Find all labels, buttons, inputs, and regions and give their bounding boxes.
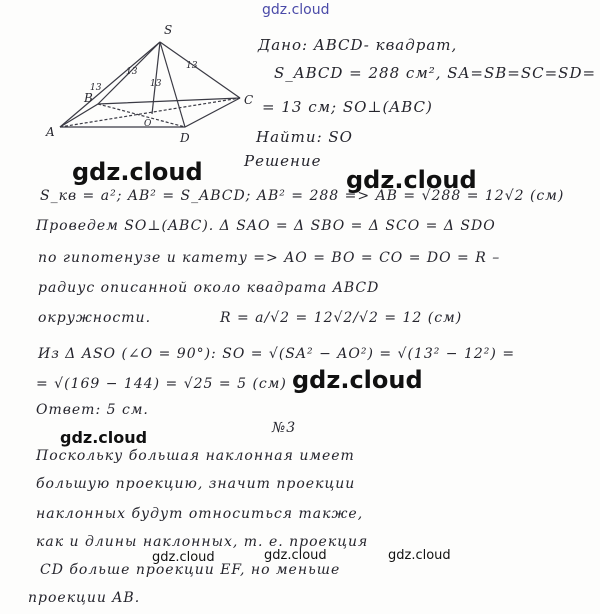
watermark-7: gdz.cloud bbox=[388, 548, 451, 563]
solution-line-6: Из Δ ASO (∠O = 90°): SO = √(SA² − AO²) = √(13² − 12²) = bbox=[38, 346, 516, 362]
task-number: №3 bbox=[272, 420, 297, 436]
label-edge-3: 13 bbox=[150, 79, 162, 89]
label-b: B bbox=[84, 91, 93, 105]
label-o: O bbox=[144, 119, 152, 129]
watermark-1: gdz.cloud bbox=[72, 158, 203, 186]
watermark-2: gdz.cloud bbox=[346, 166, 477, 194]
label-edge-1: 13 bbox=[90, 83, 102, 93]
task3-line-6: проекции AB. bbox=[28, 590, 141, 606]
given-line-3: = 13 см; SO⊥(ABC) bbox=[262, 98, 433, 116]
watermark-4: gdz.cloud bbox=[60, 428, 148, 447]
label-d: D bbox=[180, 131, 190, 145]
task3-line-4: как и длины наклонных, т. е. проекция bbox=[36, 534, 369, 550]
edge-sd bbox=[160, 42, 185, 127]
solution-line-1: S_кв = a²; AB² = S_ABCD; AB² = 288 => AB = √288 = 12√2 (см) bbox=[40, 188, 565, 204]
solution-line-4: радиус описанной около квадрата ABCD bbox=[38, 280, 380, 296]
answer-line: Ответ: 5 см. bbox=[36, 402, 149, 418]
label-edge-2: 13 bbox=[126, 67, 138, 77]
edge-sa bbox=[60, 42, 160, 127]
height-so bbox=[152, 42, 160, 114]
find-line: Найти: SO bbox=[256, 128, 353, 146]
diagonal-bd bbox=[98, 104, 185, 127]
label-edge-4: 13 bbox=[186, 61, 198, 71]
solution-heading: Решение bbox=[244, 152, 322, 170]
task3-line-1: Поскольку большая наклонная имеет bbox=[36, 448, 355, 464]
edge-sc bbox=[160, 42, 240, 98]
task3-line-3: наклонных будут относиться также, bbox=[36, 506, 364, 522]
solution-line-7: = √(169 − 144) = √25 = 5 (см) bbox=[36, 376, 287, 392]
label-s: S bbox=[164, 23, 173, 37]
given-line-1: Дано: ABCD- квадрат, bbox=[258, 36, 458, 54]
watermark-6: gdz.cloud bbox=[264, 548, 327, 563]
solution-line-2: Проведем SO⊥(ABC). Δ SAO = Δ SBO = Δ SCO = Δ SDO bbox=[36, 218, 496, 234]
watermark-top: gdz.cloud bbox=[262, 2, 330, 18]
solution-line-5b: R = a/√2 = 12√2/√2 = 12 (см) bbox=[220, 310, 463, 326]
pyramid-figure bbox=[40, 12, 270, 147]
label-a: A bbox=[46, 125, 55, 139]
given-line-2: S_ABCD = 288 см², SA=SB=SC=SD= bbox=[274, 64, 597, 82]
watermark-3: gdz.cloud bbox=[292, 366, 423, 394]
task3-line-5: CD больше проекции EF, но меньше bbox=[40, 562, 341, 578]
solution-line-5a: окружности. bbox=[38, 310, 152, 326]
label-c: C bbox=[244, 93, 254, 107]
task3-line-2: большую проекцию, значит проекции bbox=[36, 476, 356, 492]
watermark-5: gdz.cloud bbox=[152, 550, 215, 565]
solution-line-3: по гипотенузе и катету => AO = BO = CO = DO = R – bbox=[38, 250, 501, 266]
